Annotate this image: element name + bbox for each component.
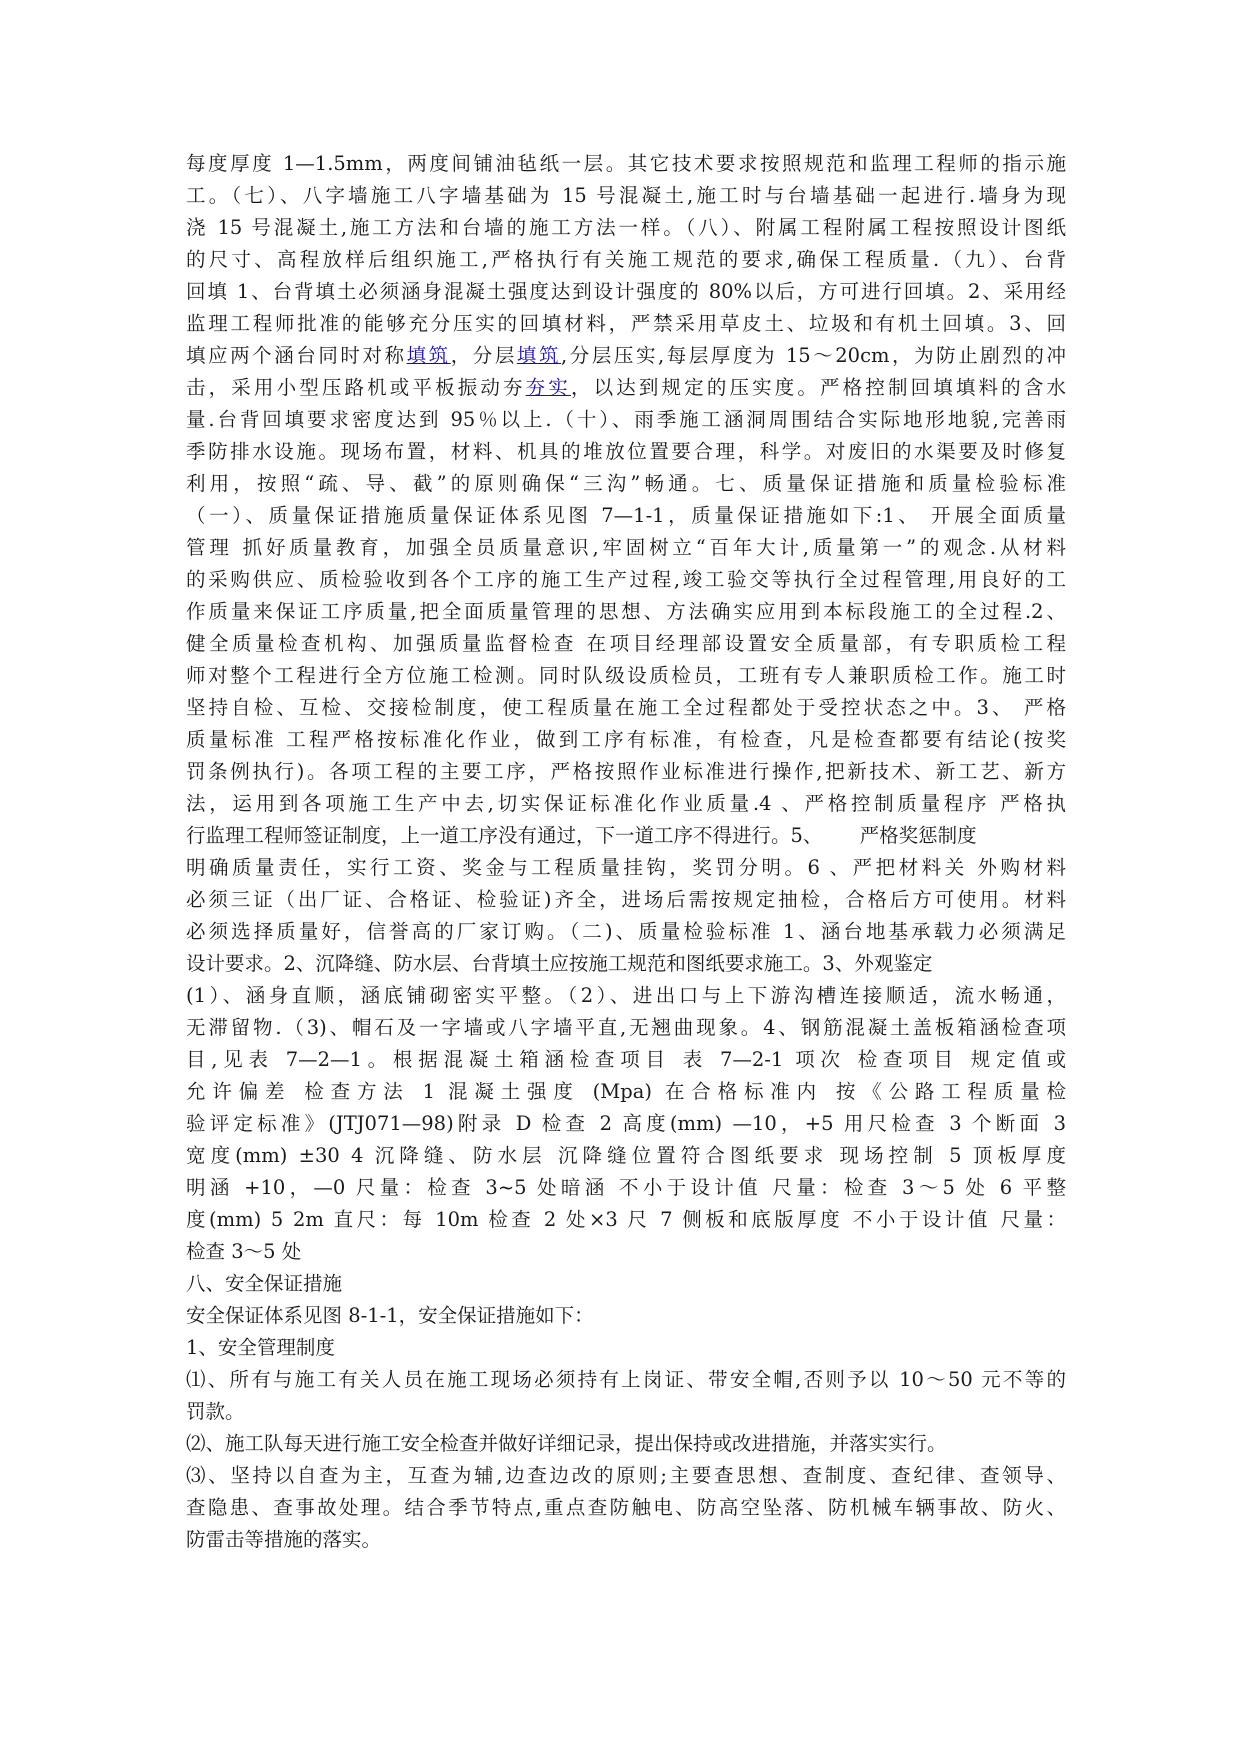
text-segment: 管理 抓好质量教育，加强全员质量意识,牢固树立“百年大计,质量第一”的观念.从材料 (186, 536, 1066, 559)
text-segment: 允许偏差 检查方法 1 混凝土强度 (Mpa) 在合格标准内 按《公路工程质量检 (186, 1080, 1066, 1103)
text-segment: ⑶、坚持以自查为主，互查为辅,边查边改的原则;主要查思想、查制度、查纪律、查领导、 (186, 1464, 1066, 1487)
text-line (186, 468, 1066, 500)
text-line (186, 1076, 1066, 1108)
text-line (186, 1428, 1066, 1460)
hyperlink[interactable]: 填筑 (516, 344, 562, 367)
text-segment: 利用，按照“疏、导、截”的原则确保“三沟”畅通。七、质量保证措施和质量检验标准 (186, 472, 1066, 495)
text-segment: ，以达到规定的压实度。严格控制回填填料的含水 (570, 376, 1066, 399)
text-line (186, 564, 1066, 596)
text-segment: 检查 3～5 处 (186, 1240, 302, 1263)
text-line (186, 532, 1066, 564)
text-line (186, 724, 1066, 756)
text-segment: 坚持自检、互检、交接检制度，使工程质量在施工全过程都处于受控状态之中。3、 严格 (186, 696, 1066, 719)
text-line (186, 1364, 1066, 1396)
text-segment: ，分层 (450, 344, 517, 367)
text-segment: 目,见表 7—2—1。根据混凝土箱涵检查项目 表 7—2-1 项次 检查项目 规定值或 (186, 1048, 1066, 1071)
text-line (186, 1300, 1066, 1332)
text-segment: 量.台背回填要求密度达到 95％以上.（十）、雨季施工涵洞周围结合实际地形地貌,完善雨 (186, 408, 1066, 431)
text-line (186, 628, 1066, 660)
text-segment: 无滞留物.（3)、帽石及一字墙或八字墙平直,无翘曲现象。4、钢筋混凝土盖板箱涵检查项 (186, 1016, 1066, 1039)
text-segment: 质量标准 工程严格按标准化作业，做到工序有标准，有检查，凡是检查都要有结论(按奖 (186, 728, 1066, 751)
text-segment: 健全质量检查机构、加强质量监督检查 在项目经理部设置安全质量部，有专职质检工程 (186, 632, 1066, 655)
text-segment: 行监理工程师签证制度，上一道工序没有通过，下一道工序不得进行。5、 严格奖惩制度 (186, 824, 977, 847)
text-segment: 回填 1、台背填土必须涵身混凝土强度达到设计强度的 80%以后，方可进行回填。2、采用经 (186, 280, 1066, 303)
hyperlink[interactable]: 夯实 (525, 376, 571, 399)
text-line (186, 404, 1066, 436)
text-segment: （一）、质量保证措施质量保证体系见图 7—1-1，质量保证措施如下:1、 开展全面质量 (186, 504, 1066, 527)
text-line (186, 1236, 1066, 1268)
text-line (186, 1332, 1066, 1364)
text-segment: ⑴、所有与施工有关人员在施工现场必须持有上岗证、带安全帽,否则予以 10～50 元不等的 (186, 1368, 1066, 1391)
text-line (186, 244, 1066, 276)
text-line (186, 596, 1066, 628)
text-segment: 必须三证（出厂证、合格证、检验证)齐全，进场后需按规定抽检，合格后方可使用。材料 (186, 888, 1066, 911)
text-segment: 宽度(mm) ±30 4 沉降缝、防水层 沉降缝位置符合图纸要求 现场控制 5 顶板厚度 (186, 1144, 1066, 1167)
text-segment: 监理工程师批准的能够充分压实的回填材料，严禁采用草皮土、垃圾和有机土回填。3、回 (186, 312, 1066, 335)
text-line (186, 276, 1066, 308)
text-line (186, 1140, 1066, 1172)
text-segment: 的采购供应、质检验收到各个工序的施工生产过程,竣工验交等执行全过程管理,用良好的工 (186, 568, 1066, 591)
text-segment: 罚条例执行)。各项工程的主要工序，严格按照作业标准进行操作,把新技术、新工艺、新方 (186, 760, 1066, 783)
hyperlink[interactable]: 填筑 (406, 344, 451, 367)
text-segment: 明确质量责任，实行工资、奖金与工程质量挂钩，奖罚分明。6 、严把材料关 外购材料 (186, 856, 1066, 879)
text-line (186, 1460, 1066, 1492)
text-segment: 防雷击等措施的落实。 (186, 1528, 382, 1551)
text-line (186, 1044, 1066, 1076)
text-line (186, 948, 1066, 980)
text-segment: 明涵 +10，—0 尺量：检查 3~5 处暗涵 不小于设计值 尺量：检查 3～5 处 6 平整 (186, 1176, 1066, 1199)
text-line (186, 1396, 1066, 1428)
text-line (186, 372, 1066, 404)
text-segment: 浇 15 号混凝土,施工方法和台墙的施工方法一样。（八）、附属工程附属工程按照设计图纸 (186, 216, 1066, 239)
text-line (186, 180, 1066, 212)
text-segment: 季防排水设施。现场布置，材料、机具的堆放位置要合理，科学。对废旧的水渠要及时修复 (186, 440, 1066, 463)
text-segment: 的尺寸、高程放样后组织施工,严格执行有关施工规范的要求,确保工程质量.（九）、台背 (186, 248, 1066, 271)
text-segment: 罚款。 (186, 1400, 245, 1423)
text-segment: 度(mm) 5 2m 直尺：每 10m 检查 2 处×3 尺 7 侧板和底版厚度 不小于设计值 尺量： (186, 1208, 1066, 1231)
text-line (186, 852, 1066, 884)
text-segment: 安全保证体系见图 8-1-1，安全保证措施如下： (186, 1304, 594, 1327)
text-segment: 师对整个工程进行全方位施工检测。同时队级设质检员，工班有专人兼职质检工作。施工时 (186, 664, 1066, 687)
text-segment: 查隐患、查事故处理。结合季节特点,重点查防触电、防高空坠落、防机械车辆事故、防火、 (186, 1496, 1066, 1519)
text-segment: 填应两个涵台同时对称 (186, 344, 407, 367)
text-segment: ⑵、施工队每天进行施工安全检查并做好详细记录，提出保持或改进措施，并落实实行。 (186, 1432, 947, 1455)
text-line (186, 1268, 1066, 1300)
text-line (186, 692, 1066, 724)
text-segment: 必须选择质量好，信誉高的厂家订购。（二)、质量检验标准 1、涵台地基承载力必须满足 (186, 920, 1066, 943)
text-segment: 验评定标准》(JTJ071—98)附录 D 检查 2 高度(mm) —10，+5 用尺检查 3 个断面 3 (186, 1112, 1066, 1135)
text-line (186, 980, 1066, 1012)
text-line (186, 212, 1066, 244)
text-line (186, 436, 1066, 468)
text-line (186, 1204, 1066, 1236)
text-line (186, 308, 1066, 340)
text-line (186, 916, 1066, 948)
document-body (186, 148, 1066, 1556)
text-segment: (1）、涵身直顺，涵底铺砌密实平整。（2）、进出口与上下游沟槽连接顺适，流水畅通， (186, 984, 1066, 1007)
text-line (186, 500, 1066, 532)
text-segment: 击，采用小型压路机或平板振动夯 (186, 376, 526, 399)
text-line (186, 1524, 1066, 1556)
text-line (186, 820, 1066, 852)
text-line (186, 340, 1066, 372)
text-line (186, 148, 1066, 180)
text-segment: 作质量来保证工序质量,把全面质量管理的思想、方法确实应用到本标段施工的全过程.2、 (186, 600, 1066, 623)
text-line (186, 660, 1066, 692)
text-line (186, 1492, 1066, 1524)
text-segment: 设计要求。2、沉降缝、防水层、台背填土应按施工规范和图纸要求施工。3、外观鉴定 (186, 952, 933, 975)
text-segment: ,分层压实,每层厚度为 15～20cm，为防止剧烈的冲 (561, 344, 1066, 367)
text-line (186, 1012, 1066, 1044)
text-line (186, 788, 1066, 820)
text-segment: 八、安全保证措施 (186, 1272, 343, 1295)
text-segment: 法，运用到各项施工生产中去,切实保证标准化作业质量.4 、严格控制质量程序 严格执 (186, 792, 1066, 815)
text-line (186, 1172, 1066, 1204)
text-segment: 1、安全管理制度 (186, 1336, 335, 1359)
text-line (186, 756, 1066, 788)
text-line (186, 1108, 1066, 1140)
text-segment: 每度厚度 1—1.5mm，两度间铺油毡纸一层。其它技术要求按照规范和监理工程师的指示施 (186, 152, 1066, 175)
text-segment: 工。（七）、八字墙施工八字墙基础为 15 号混凝土,施工时与台墙基础一起进行.墙身为现 (186, 184, 1066, 207)
text-line (186, 884, 1066, 916)
